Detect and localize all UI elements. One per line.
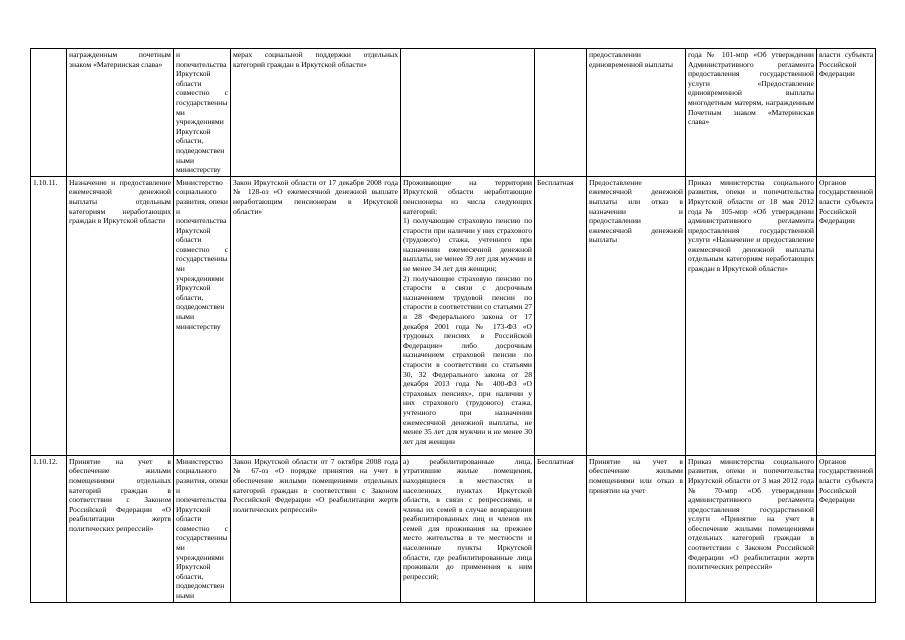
- service-number-cell: 1.10.12.: [31, 455, 67, 602]
- legal-basis-cell: Закон Иркутской области от 7 октября 2008 года № 67-оз «О порядке принятия на учет в обеспечение жилыми помещениями отдельных категорий граждан в соответствии с Законом Российской Федерации «О реабилитации жертв политических репрессий»: [231, 455, 401, 602]
- result-cell: Предоставление ежемесячной денежной выплаты или отказ в назначении и предоставлении ежемесячной денежной выплаты: [587, 176, 686, 455]
- authority-cell: Министерство социального развития, опеки и попечительства Иркутской области совместно с государственными учреждениями Иркутской области, подведомственными министерству: [174, 176, 231, 455]
- fee-cell: Бесплатная: [535, 455, 587, 602]
- legal-basis-cell: мерах социальной поддержки отдельных категорий граждан в Иркутской области»: [231, 49, 401, 177]
- service-name-cell: награжденным почетным знаком «Материнская слава»: [67, 49, 174, 177]
- result-cell: предоставлении единовременной выплаты: [587, 49, 686, 177]
- authority-level-cell: власти субъекта Российской Федерации: [817, 49, 876, 177]
- result-cell: Принятие на учет в обеспечение жилыми помещениями или отказ в принятии на учет: [587, 455, 686, 602]
- service-name-cell: Назначение и предоставление ежемесячной денежной выплаты отдельным категориям неработающих граждан в Иркутской области: [67, 176, 174, 455]
- table-row: [31, 176, 876, 455]
- fee-cell: Бесплатная: [535, 176, 587, 455]
- authority-level-cell: Органов государственной власти субъекта Российской Федерации: [817, 455, 876, 602]
- authority-cell: и попечительства Иркутской области совместно с государственными учреждениями Иркутской области, подведомственными министерству: [174, 49, 231, 177]
- recipients-cell: Проживающие на территории Иркутской области неработающие пенсионеры из числа следующих категорий: 1) получающие страховую пенсию по старости при наличии у них страхового (трудового) стажа, учтенного при назначении ежемесячной денежной выплаты, не менее 39 лет для мужчин и не менее 34 лет для женщин; 2) получающие страховую пенсию по старости в связи с досрочным назначением трудовой пенсии по старости в соответствии со статьями 27 и 28 Федерального закона от 17 декабря 2001 года № 173-ФЗ «О трудовых пенсиях в Российской Федерации» либо досрочным назначением страховой пенсии по старости в соответствии со статьями 30, 32 Федерального закона от 28 декабря 2013 года № 400-ФЗ «О страховых пенсиях», при наличии у них страхового (трудового) стажа, учтенного при назначении ежемесячной денежной выплаты, не менее 35 лет для мужчин и не менее 30 лет для женщин: [401, 176, 535, 455]
- services-registry-table: [30, 48, 876, 603]
- service-number-cell: 1.10.11.: [31, 176, 67, 455]
- fee-cell: [535, 49, 587, 177]
- authority-cell: Министерство социального развития, опеки и попечительства Иркутской области совместно с государственными учреждениями Иркутской области, подведомственными: [174, 455, 231, 602]
- service-name-cell: Принятие на учет в обеспечение жильми помещениями отдельных категорий граждан в соответствии с Законом Российской Федерации «О реабилитации жертв политических репрессий»: [67, 455, 174, 602]
- table-row: [31, 455, 876, 602]
- recipients-cell: [401, 49, 535, 177]
- recipients-cell: а) реабилитированные лица, утратившие жилые помещения, находящиеся в местностях и населенных пунктах Иркутской области, в связи с репрессиями, и члены их семей в случае возвращения реабилитированных лиц и членов их семей для проживания на прежнее место жительства в те местности и населенные пункты Иркутской области, где реабилитированные лица проживали до применения к ним репрессий;: [401, 455, 535, 602]
- regulation-cell: Приказ министерства социального развития, опеки и попечительства Иркутской области от 3 мая 2012 года № 70-мпр «Об утверждении административного регламента предоставления государственной услуги «Принятие на учет в обеспечение жилыми помещениями отдельных категорий граждан в соответствии с Законом Российской Федерации «О реабилитации жертв политических репрессий»: [686, 455, 817, 602]
- regulation-cell: года № 101-мпр «Об утверждении Административного регламента предоставления государственной услуги «Предоставление единовременной выплаты многодетным матерям, награжденным Почетным знаком «Материнская слава»: [686, 49, 817, 177]
- legal-basis-cell: Закон Иркутской области от 17 декабря 2008 года № 128-оз «О ежемесячной денежной выплате неработающим пенсионерам в Иркутской области»: [231, 176, 401, 455]
- service-number-cell: [31, 49, 67, 177]
- table-row: [31, 49, 876, 177]
- authority-level-cell: Органов государственной власти субъекта Российской Федерации: [817, 176, 876, 455]
- regulation-cell: Приказ министерства социального развития, опеки и попечительства Иркутской области от 18 мая 2012 года№ 105-мпр «Об утверждении административного регламента предоставления государственной услуги «Назначение и предоставление ежемесячной денежной выплаты отдельным категориям неработающих граждан в Иркутской области»: [686, 176, 817, 455]
